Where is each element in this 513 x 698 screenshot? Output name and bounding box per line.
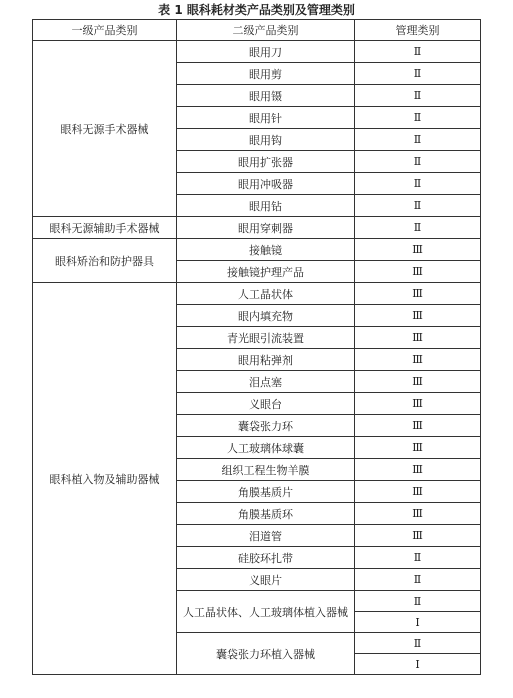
mgmt-cell: Ⅲ: [355, 305, 481, 327]
mgmt-cell: Ⅰ: [355, 612, 481, 633]
cat2-cell: 眼用扩张器: [177, 151, 355, 173]
cat2-cell: 角膜基质环: [177, 503, 355, 525]
header-cat1: 一级产品类别: [33, 20, 177, 41]
table-row: [33, 217, 481, 239]
cat2-cell: 泪道管: [177, 525, 355, 547]
table-row: [33, 41, 481, 63]
cat2-cell: 接触镜: [177, 239, 355, 261]
cat2-cell: 眼用钩: [177, 129, 355, 151]
mgmt-cell: Ⅱ: [355, 173, 481, 195]
cat1-cell: 眼科植入物及辅助器械: [33, 283, 177, 675]
table-row: [33, 239, 481, 261]
cat2-cell: 接触镜护理产品: [177, 261, 355, 283]
header-mgmt: 管理类别: [355, 20, 481, 41]
product-category-table: [32, 19, 481, 675]
mgmt-cell: Ⅲ: [355, 481, 481, 503]
mgmt-cell: Ⅱ: [355, 151, 481, 173]
cat2-cell: 硅胶环扎带: [177, 547, 355, 569]
cat2-cell: 角膜基质片: [177, 481, 355, 503]
mgmt-cell: Ⅲ: [355, 437, 481, 459]
mgmt-cell: Ⅱ: [355, 41, 481, 63]
mgmt-cell: Ⅱ: [355, 569, 481, 591]
cat1-cell: 眼科无源手术器械: [33, 41, 177, 217]
cat2-cell: 人工晶状体: [177, 283, 355, 305]
mgmt-cell: Ⅱ: [355, 195, 481, 217]
mgmt-cell: Ⅲ: [355, 283, 481, 305]
cat2-cell: 组织工程生物羊膜: [177, 459, 355, 481]
cat2-cell: 眼用穿刺器: [177, 217, 355, 239]
cat1-cell: 眼科矫治和防护器具: [33, 239, 177, 283]
cat2-cell: 义眼片: [177, 569, 355, 591]
mgmt-cell: Ⅲ: [355, 327, 481, 349]
mgmt-cell: Ⅰ: [355, 654, 481, 675]
cat2-cell: 眼用粘弹剂: [177, 349, 355, 371]
cat2-cell: 眼用针: [177, 107, 355, 129]
cat2-cell: 青光眼引流装置: [177, 327, 355, 349]
cat2-cell: 眼用镊: [177, 85, 355, 107]
cat2-cell: 人工玻璃体球囊: [177, 437, 355, 459]
header-cat2: 二级产品类别: [177, 20, 355, 41]
mgmt-cell: Ⅲ: [355, 459, 481, 481]
cat2-cell: 泪点塞: [177, 371, 355, 393]
mgmt-cell: Ⅱ: [355, 63, 481, 85]
mgmt-cell: Ⅲ: [355, 415, 481, 437]
mgmt-cell: Ⅲ: [355, 239, 481, 261]
mgmt-cell: Ⅲ: [355, 393, 481, 415]
mgmt-cell: Ⅱ: [355, 217, 481, 239]
mgmt-cell: Ⅲ: [355, 525, 481, 547]
mgmt-cell: Ⅱ: [355, 633, 481, 654]
cat2-cell: 眼用冲吸器: [177, 173, 355, 195]
mgmt-cell: Ⅲ: [355, 371, 481, 393]
mgmt-cell: Ⅱ: [355, 107, 481, 129]
cat2-cell: 人工晶状体、人工玻璃体植入器械: [177, 591, 355, 633]
mgmt-cell: Ⅲ: [355, 349, 481, 371]
cat1-cell: 眼科无源辅助手术器械: [33, 217, 177, 239]
mgmt-cell: Ⅲ: [355, 261, 481, 283]
table-caption: 表 1 眼科耗材类产品类别及管理类别: [158, 3, 355, 17]
mgmt-cell: Ⅱ: [355, 547, 481, 569]
cat2-cell: 义眼台: [177, 393, 355, 415]
mgmt-cell: Ⅱ: [355, 591, 481, 612]
mgmt-cell: Ⅱ: [355, 129, 481, 151]
cat2-cell: 囊袋张力环: [177, 415, 355, 437]
table-row: [33, 283, 481, 305]
cat2-cell: 囊袋张力环植入器械: [177, 633, 355, 675]
cat2-cell: 眼用刀: [177, 41, 355, 63]
cat2-cell: 眼用剪: [177, 63, 355, 85]
mgmt-cell: Ⅲ: [355, 503, 481, 525]
cat2-cell: 眼内填充物: [177, 305, 355, 327]
cat2-cell: 眼用钻: [177, 195, 355, 217]
table-header-row: [33, 20, 481, 41]
mgmt-cell: Ⅱ: [355, 85, 481, 107]
